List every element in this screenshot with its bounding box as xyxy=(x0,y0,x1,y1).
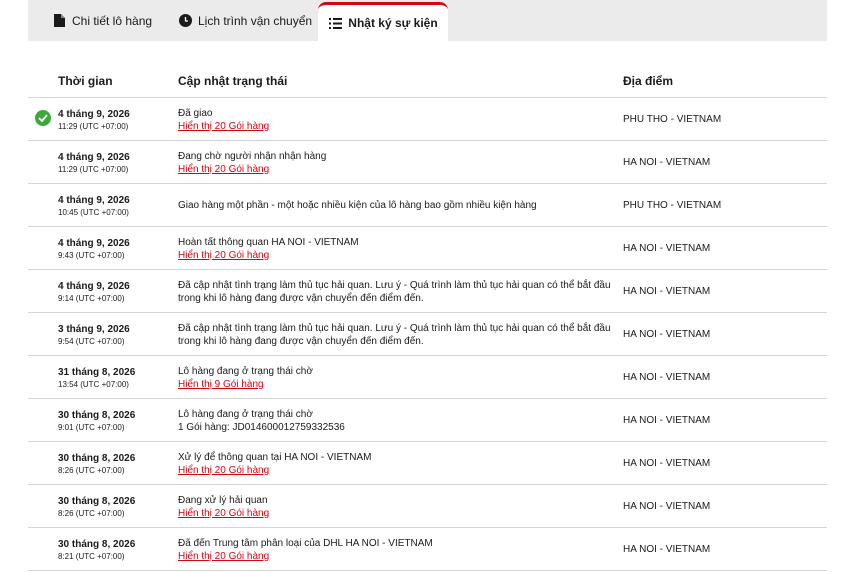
status-text: Đã đến Trung tâm phân loại của DHL HA NOI - VIETNAM xyxy=(178,538,433,549)
event-date: 4 tháng 9, 2026 xyxy=(58,281,130,292)
document-icon xyxy=(52,14,66,28)
event-location: HA NOI - VIETNAM xyxy=(623,329,711,340)
header-time: Thời gian xyxy=(58,74,113,88)
table-row xyxy=(28,356,827,399)
table-row xyxy=(28,98,827,141)
event-date: 30 tháng 8, 2026 xyxy=(58,496,136,507)
check-circle-icon xyxy=(35,110,51,126)
status-text: Đã giao xyxy=(178,108,213,119)
event-location: HA NOI - VIETNAM xyxy=(623,243,711,254)
status-text: Đã cập nhật tình trạng làm thủ tục hải quan. Lưu ý - Quá trình làm thủ tục hải quan có thể bắt đầu trong khi lô hàng đang được vận chuyển đến điểm đến. xyxy=(178,323,611,347)
status-text: Xử lý để thông quan tại HA NOI - VIETNAM xyxy=(178,452,372,463)
event-date: 4 tháng 9, 2026 xyxy=(58,152,130,163)
piece-id-text: 1 Gói hàng: JD014600012759332536 xyxy=(178,422,345,433)
event-time: 8:26 (UTC +07:00) xyxy=(58,509,125,518)
table-header xyxy=(28,62,827,98)
table-row xyxy=(28,399,827,442)
event-status xyxy=(178,365,618,391)
event-location: HA NOI - VIETNAM xyxy=(623,372,711,383)
event-time: 11:29 (UTC +07:00) xyxy=(58,122,129,131)
event-date: 4 tháng 9, 2026 xyxy=(58,195,130,206)
show-pieces-link[interactable]: Hiển thị 20 Gói hàng xyxy=(178,508,270,519)
status-text: Lô hàng đang ở trạng thái chờ xyxy=(178,409,313,420)
event-status xyxy=(178,537,618,563)
show-pieces-link[interactable]: Hiển thị 20 Gói hàng xyxy=(178,164,270,175)
event-time: 13:54 (UTC +07:00) xyxy=(58,380,129,389)
tab-transit-schedule[interactable] xyxy=(178,0,312,41)
event-date: 3 tháng 9, 2026 xyxy=(58,324,130,335)
tab-label: Nhật ký sự kiện xyxy=(348,16,438,30)
event-location: HA NOI - VIETNAM xyxy=(623,157,711,168)
event-location: HA NOI - VIETNAM xyxy=(623,501,711,512)
status-text: Lô hàng đang ở trạng thái chờ xyxy=(178,366,313,377)
event-date: 30 tháng 8, 2026 xyxy=(58,410,136,421)
event-date: 30 tháng 8, 2026 xyxy=(58,453,136,464)
table-row xyxy=(28,227,827,270)
show-pieces-link[interactable]: Hiển thị 9 Gói hàng xyxy=(178,379,264,390)
tab-shipment-details[interactable] xyxy=(52,0,152,41)
event-location: PHU THO - VIETNAM xyxy=(623,200,722,211)
status-text: Đang xử lý hải quan xyxy=(178,495,268,506)
clock-icon xyxy=(178,14,192,28)
event-status xyxy=(178,199,618,212)
event-log-table xyxy=(28,62,827,571)
event-time: 9:54 (UTC +07:00) xyxy=(58,337,125,346)
event-date: 4 tháng 9, 2026 xyxy=(58,109,130,120)
event-status xyxy=(178,107,618,133)
show-pieces-link[interactable]: Hiển thị 20 Gói hàng xyxy=(178,465,270,476)
event-status xyxy=(178,451,618,477)
status-text: Giao hàng một phần - một hoặc nhiều kiện của lô hàng bao gồm nhiều kiện hàng xyxy=(178,200,537,211)
header-status: Cập nhật trạng thái xyxy=(178,74,288,88)
show-pieces-link[interactable]: Hiển thị 20 Gói hàng xyxy=(178,551,270,562)
tab-event-log[interactable] xyxy=(318,2,448,41)
table-row xyxy=(28,141,827,184)
event-time: 9:14 (UTC +07:00) xyxy=(58,294,125,303)
event-time: 11:29 (UTC +07:00) xyxy=(58,165,129,174)
table-row xyxy=(28,270,827,313)
table-row xyxy=(28,184,827,227)
event-time: 9:01 (UTC +07:00) xyxy=(58,423,125,432)
event-status xyxy=(178,150,618,176)
event-time: 8:26 (UTC +07:00) xyxy=(58,466,125,475)
event-date: 31 tháng 8, 2026 xyxy=(58,367,136,378)
event-status xyxy=(178,236,618,262)
show-pieces-link[interactable]: Hiển thị 20 Gói hàng xyxy=(178,121,270,132)
event-location: HA NOI - VIETNAM xyxy=(623,415,711,426)
tab-label: Lịch trình vận chuyển xyxy=(198,13,313,28)
table-row xyxy=(28,528,827,571)
event-status xyxy=(178,279,618,305)
event-location: HA NOI - VIETNAM xyxy=(623,544,711,555)
table-row xyxy=(28,313,827,356)
event-status xyxy=(178,322,618,348)
event-time: 9:43 (UTC +07:00) xyxy=(58,251,125,260)
tab-label: Chi tiết lô hàng xyxy=(72,13,153,28)
show-pieces-link[interactable]: Hiển thị 20 Gói hàng xyxy=(178,250,270,261)
event-location: HA NOI - VIETNAM xyxy=(623,286,711,297)
header-location: Địa điểm xyxy=(623,74,674,88)
event-time: 10:45 (UTC +07:00) xyxy=(58,208,129,217)
status-text: Đã cập nhật tình trạng làm thủ tục hải quan. Lưu ý - Quá trình làm thủ tục hải quan có thể bắt đầu trong khi lô hàng đang được vận chuyển đến điểm đến. xyxy=(178,280,611,304)
tab-bar xyxy=(28,0,827,41)
status-text: Hoàn tất thông quan HA NOI - VIETNAM xyxy=(178,237,359,248)
list-icon xyxy=(328,16,342,30)
event-status xyxy=(178,494,618,520)
event-status xyxy=(178,408,618,434)
event-date: 30 tháng 8, 2026 xyxy=(58,539,136,550)
event-time: 8:21 (UTC +07:00) xyxy=(58,552,125,561)
status-text: Đang chờ người nhận nhận hàng xyxy=(178,151,327,162)
table-row xyxy=(28,485,827,528)
event-date: 4 tháng 9, 2026 xyxy=(58,238,130,249)
event-location: PHU THO - VIETNAM xyxy=(623,114,722,125)
event-location: HA NOI - VIETNAM xyxy=(623,458,711,469)
table-row xyxy=(28,442,827,485)
